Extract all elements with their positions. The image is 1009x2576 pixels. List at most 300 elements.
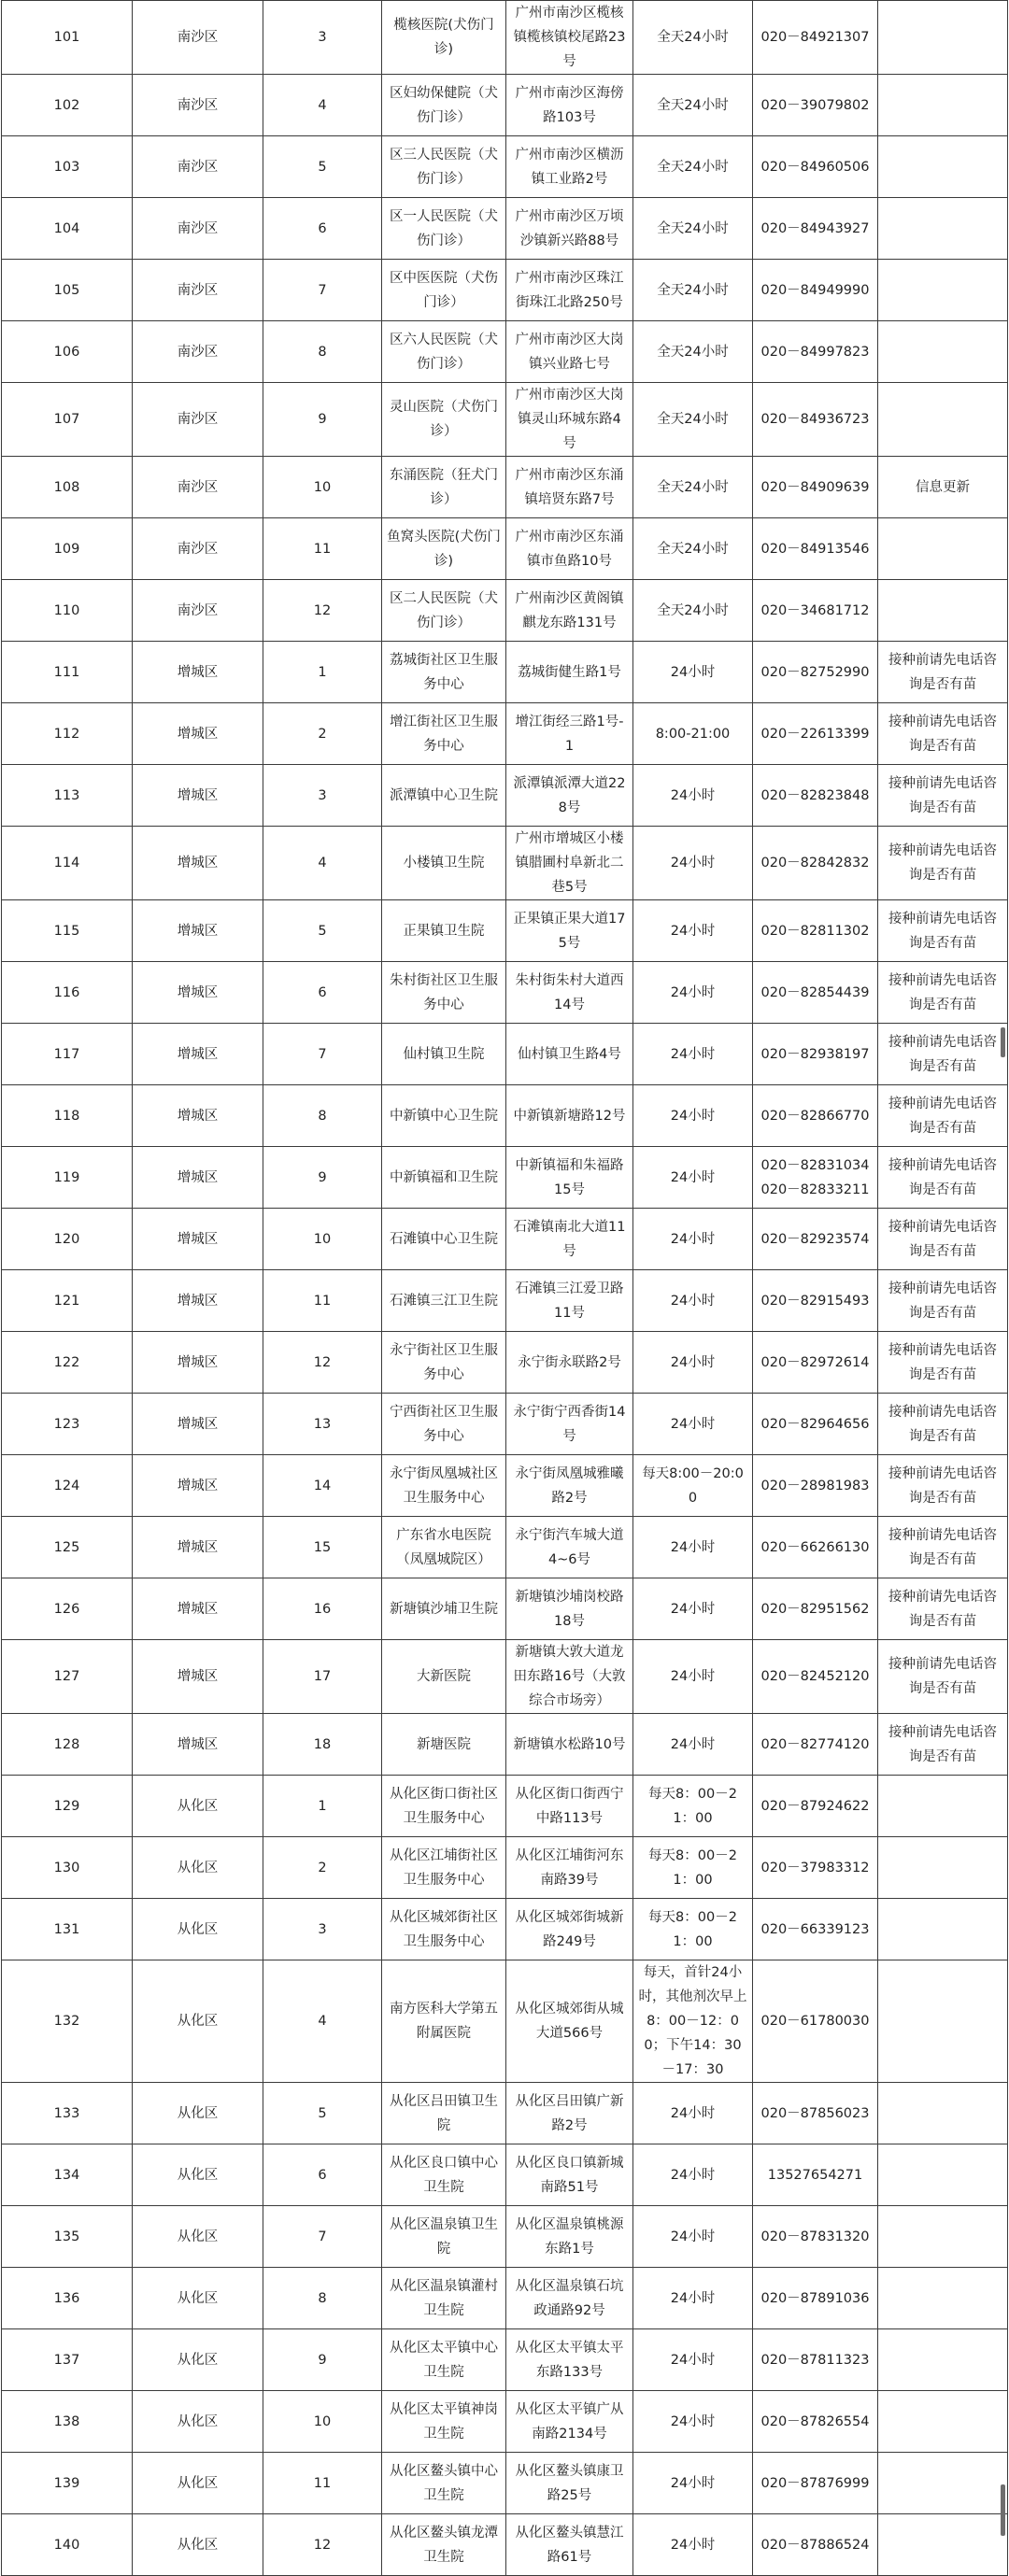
cell-phone: 020－87826554 xyxy=(753,2391,878,2453)
cell-address: 从化区江埔街河东南路39号 xyxy=(506,1837,633,1899)
cell-seq: 1 xyxy=(263,1776,382,1837)
cell-hours: 每天8：00－21：00 xyxy=(633,1899,753,1960)
table-row xyxy=(2,1024,1008,1085)
cell-address: 广州市南沙区海傍路103号 xyxy=(506,75,633,136)
cell-no: 136 xyxy=(2,2268,133,2329)
table-row xyxy=(2,642,1008,703)
cell-name: 从化区鳌头镇中心卫生院 xyxy=(382,2453,506,2514)
cell-address: 从化区太平镇太平东路133号 xyxy=(506,2329,633,2391)
table-row xyxy=(2,457,1008,518)
cell-seq: 15 xyxy=(263,1517,382,1578)
cell-phone: 020－87891036 xyxy=(753,2268,878,2329)
cell-address: 朱村街朱村大道西14号 xyxy=(506,962,633,1024)
cell-district: 增城区 xyxy=(133,1394,263,1455)
cell-seq: 11 xyxy=(263,518,382,580)
cell-district: 增城区 xyxy=(133,1209,263,1270)
cell-address: 广州市南沙区东涌镇培贤东路7号 xyxy=(506,457,633,518)
cell-district: 增城区 xyxy=(133,962,263,1024)
cell-no: 101 xyxy=(2,1,133,75)
cell-note: 接种前请先电话咨询是否有苗 xyxy=(878,703,1008,765)
cell-phone: 020－82964656 xyxy=(753,1394,878,1455)
cell-note xyxy=(878,2514,1008,2576)
cell-district: 南沙区 xyxy=(133,1,263,75)
cell-phone: 020－82823848 xyxy=(753,765,878,827)
cell-name: 从化区鳌头镇龙潭卫生院 xyxy=(382,2514,506,2576)
cell-seq: 2 xyxy=(263,703,382,765)
cell-address: 增江街经三路1号-1 xyxy=(506,703,633,765)
cell-note xyxy=(878,321,1008,383)
cell-seq: 5 xyxy=(263,900,382,962)
cell-address: 广州市南沙区珠江街珠江北路250号 xyxy=(506,260,633,321)
cell-no: 105 xyxy=(2,260,133,321)
cell-phone: 020－84936723 xyxy=(753,383,878,457)
cell-no: 127 xyxy=(2,1640,133,1714)
cell-phone: 020－82831034 020－82833211 xyxy=(753,1147,878,1209)
cell-seq: 13 xyxy=(263,1394,382,1455)
cell-district: 增城区 xyxy=(133,703,263,765)
cell-hours: 每天8：00－21：00 xyxy=(633,1837,753,1899)
cell-district: 增城区 xyxy=(133,900,263,962)
cell-note xyxy=(878,1899,1008,1960)
table-row xyxy=(2,1332,1008,1394)
cell-seq: 12 xyxy=(263,1332,382,1394)
table-row xyxy=(2,321,1008,383)
cell-district: 南沙区 xyxy=(133,383,263,457)
cell-name: 区一人民医院（犬伤门诊） xyxy=(382,198,506,260)
cell-note xyxy=(878,518,1008,580)
cell-note: 接种前请先电话咨询是否有苗 xyxy=(878,1578,1008,1640)
cell-note xyxy=(878,2329,1008,2391)
cell-district: 增城区 xyxy=(133,1332,263,1394)
cell-name: 区三人民医院（犬伤门诊） xyxy=(382,136,506,198)
table-row xyxy=(2,136,1008,198)
cell-note: 接种前请先电话咨询是否有苗 xyxy=(878,642,1008,703)
cell-phone: 020－82951562 xyxy=(753,1578,878,1640)
table-row xyxy=(2,1776,1008,1837)
cell-district: 从化区 xyxy=(133,2206,263,2268)
table-row xyxy=(2,2514,1008,2576)
cell-no: 118 xyxy=(2,1085,133,1147)
table-row xyxy=(2,2453,1008,2514)
cell-district: 从化区 xyxy=(133,2453,263,2514)
cell-name: 鱼窝头医院(犬伤门诊) xyxy=(382,518,506,580)
cell-seq: 11 xyxy=(263,2453,382,2514)
cell-hours: 24小时 xyxy=(633,1394,753,1455)
cell-name: 新塘医院 xyxy=(382,1714,506,1776)
cell-address: 从化区鳌头镇康卫路25号 xyxy=(506,2453,633,2514)
cell-name: 榄核医院(犬伤门诊) xyxy=(382,1,506,75)
cell-note xyxy=(878,198,1008,260)
cell-district: 从化区 xyxy=(133,1837,263,1899)
cell-name: 灵山医院（犬伤门诊） xyxy=(382,383,506,457)
cell-seq: 7 xyxy=(263,260,382,321)
cell-phone: 020－28981983 xyxy=(753,1455,878,1517)
cell-address: 永宁街宁西香街14号 xyxy=(506,1394,633,1455)
cell-name: 石滩镇三江卫生院 xyxy=(382,1270,506,1332)
cell-address: 从化区吕田镇广新路2号 xyxy=(506,2083,633,2144)
cell-note: 接种前请先电话咨询是否有苗 xyxy=(878,1024,1008,1085)
cell-phone: 020－84997823 xyxy=(753,321,878,383)
cell-address: 新塘镇大敦大道龙田东路16号（大敦综合市场旁） xyxy=(506,1640,633,1714)
table-body xyxy=(2,1,1008,2576)
cell-hours: 全天24小时 xyxy=(633,457,753,518)
cell-phone: 020－82774120 xyxy=(753,1714,878,1776)
cell-phone: 020－84909639 xyxy=(753,457,878,518)
cell-no: 115 xyxy=(2,900,133,962)
cell-hours: 每天8:00－20:00 xyxy=(633,1455,753,1517)
cell-address: 永宁街凤凰城雅曦路2号 xyxy=(506,1455,633,1517)
cell-seq: 4 xyxy=(263,827,382,900)
cell-district: 增城区 xyxy=(133,1517,263,1578)
cell-no: 104 xyxy=(2,198,133,260)
table-row xyxy=(2,1209,1008,1270)
table-row xyxy=(2,383,1008,457)
cell-no: 130 xyxy=(2,1837,133,1899)
cell-name: 区中医医院（犬伤门诊） xyxy=(382,260,506,321)
cell-hours: 24小时 xyxy=(633,1332,753,1394)
cell-no: 110 xyxy=(2,580,133,642)
cell-no: 137 xyxy=(2,2329,133,2391)
cell-name: 从化区太平镇神岗卫生院 xyxy=(382,2391,506,2453)
cell-seq: 3 xyxy=(263,1,382,75)
cell-no: 122 xyxy=(2,1332,133,1394)
cell-seq: 10 xyxy=(263,1209,382,1270)
cell-no: 108 xyxy=(2,457,133,518)
cell-seq: 8 xyxy=(263,1085,382,1147)
cell-seq: 9 xyxy=(263,1147,382,1209)
cell-district: 从化区 xyxy=(133,2391,263,2453)
cell-no: 112 xyxy=(2,703,133,765)
table-row xyxy=(2,2268,1008,2329)
cell-phone: 020－82938197 xyxy=(753,1024,878,1085)
cell-address: 从化区城郊街城新路249号 xyxy=(506,1899,633,1960)
cell-seq: 3 xyxy=(263,765,382,827)
cell-name: 南方医科大学第五附属医院 xyxy=(382,1960,506,2083)
table-row xyxy=(2,75,1008,136)
cell-phone: 13527654271 xyxy=(753,2144,878,2206)
cell-address: 广州市增城区小楼镇腊圃村阜新北二巷5号 xyxy=(506,827,633,900)
cell-no: 121 xyxy=(2,1270,133,1332)
cell-district: 从化区 xyxy=(133,2144,263,2206)
table-row xyxy=(2,518,1008,580)
cell-name: 从化区良口镇中心卫生院 xyxy=(382,2144,506,2206)
table-row xyxy=(2,1640,1008,1714)
cell-hours: 24小时 xyxy=(633,900,753,962)
table-row xyxy=(2,198,1008,260)
cell-district: 从化区 xyxy=(133,2083,263,2144)
table-row xyxy=(2,1085,1008,1147)
cell-hours: 每天，首针24小时，其他剂次早上8：00－12：00；下午14：30－17：30 xyxy=(633,1960,753,2083)
cell-hours: 24小时 xyxy=(633,2391,753,2453)
cell-hours: 24小时 xyxy=(633,2453,753,2514)
cell-phone: 020－61780030 xyxy=(753,1960,878,2083)
table-row xyxy=(2,1147,1008,1209)
table-row xyxy=(2,962,1008,1024)
cell-district: 南沙区 xyxy=(133,457,263,518)
cell-hours: 8:00-21:00 xyxy=(633,703,753,765)
cell-name: 从化区城郊街社区卫生服务中心 xyxy=(382,1899,506,1960)
table-row xyxy=(2,2391,1008,2453)
cell-phone: 020－87876999 xyxy=(753,2453,878,2514)
cell-no: 132 xyxy=(2,1960,133,2083)
cell-name: 从化区温泉镇灌村卫生院 xyxy=(382,2268,506,2329)
cell-address: 广州市南沙区万顷沙镇新兴路88号 xyxy=(506,198,633,260)
cell-hours: 24小时 xyxy=(633,1024,753,1085)
table-row xyxy=(2,2206,1008,2268)
cell-hours: 24小时 xyxy=(633,2083,753,2144)
cell-note: 接种前请先电话咨询是否有苗 xyxy=(878,1085,1008,1147)
cell-phone: 020－82842832 xyxy=(753,827,878,900)
cell-district: 南沙区 xyxy=(133,75,263,136)
cell-name: 区二人民医院（犬伤门诊） xyxy=(382,580,506,642)
cell-hours: 24小时 xyxy=(633,2206,753,2268)
cell-hours: 全天24小时 xyxy=(633,1,753,75)
cell-phone: 020－84949990 xyxy=(753,260,878,321)
cell-seq: 5 xyxy=(263,136,382,198)
cell-address: 广州市南沙区东涌镇市鱼路10号 xyxy=(506,518,633,580)
cell-note xyxy=(878,136,1008,198)
cell-seq: 17 xyxy=(263,1640,382,1714)
cell-no: 128 xyxy=(2,1714,133,1776)
cell-note: 接种前请先电话咨询是否有苗 xyxy=(878,1270,1008,1332)
table-row xyxy=(2,580,1008,642)
cell-seq: 6 xyxy=(263,2144,382,2206)
cell-phone: 020－82923574 xyxy=(753,1209,878,1270)
cell-no: 111 xyxy=(2,642,133,703)
cell-district: 增城区 xyxy=(133,765,263,827)
vaccination-site-table xyxy=(1,0,1008,2576)
cell-hours: 24小时 xyxy=(633,765,753,827)
cell-phone: 020－84960506 xyxy=(753,136,878,198)
cell-phone: 020－87831320 xyxy=(753,2206,878,2268)
table-row xyxy=(2,1960,1008,2083)
cell-name: 区妇幼保健院（犬伤门诊） xyxy=(382,75,506,136)
cell-name: 从化区太平镇中心卫生院 xyxy=(382,2329,506,2391)
cell-address: 从化区良口镇新城南路51号 xyxy=(506,2144,633,2206)
cell-address: 从化区温泉镇桃源东路1号 xyxy=(506,2206,633,2268)
cell-note: 接种前请先电话咨询是否有苗 xyxy=(878,1714,1008,1776)
cell-hours: 全天24小时 xyxy=(633,198,753,260)
cell-no: 103 xyxy=(2,136,133,198)
scrollbar-thumb[interactable] xyxy=(1001,1027,1005,1057)
cell-hours: 24小时 xyxy=(633,827,753,900)
cell-note xyxy=(878,2453,1008,2514)
cell-name: 广东省水电医院（凤凰城院区） xyxy=(382,1517,506,1578)
cell-no: 138 xyxy=(2,2391,133,2453)
cell-phone: 020－82972614 xyxy=(753,1332,878,1394)
cell-address: 从化区街口街西宁中路113号 xyxy=(506,1776,633,1837)
cell-name: 石滩镇中心卫生院 xyxy=(382,1209,506,1270)
cell-name: 朱村街社区卫生服务中心 xyxy=(382,962,506,1024)
cell-district: 增城区 xyxy=(133,1578,263,1640)
cell-hours: 全天24小时 xyxy=(633,75,753,136)
table-row xyxy=(2,1899,1008,1960)
cell-name: 仙村镇卫生院 xyxy=(382,1024,506,1085)
cell-hours: 每天8：00－21：00 xyxy=(633,1776,753,1837)
cell-hours: 24小时 xyxy=(633,1517,753,1578)
cell-address: 石滩镇南北大道11号 xyxy=(506,1209,633,1270)
cell-phone: 020－84913546 xyxy=(753,518,878,580)
cell-district: 南沙区 xyxy=(133,136,263,198)
table-row xyxy=(2,1,1008,75)
cell-no: 120 xyxy=(2,1209,133,1270)
cell-address: 广州市南沙区横沥镇工业路2号 xyxy=(506,136,633,198)
cell-name: 中新镇福和卫生院 xyxy=(382,1147,506,1209)
cell-name: 从化区吕田镇卫生院 xyxy=(382,2083,506,2144)
cell-address: 从化区城郊街从城大道566号 xyxy=(506,1960,633,2083)
cell-district: 增城区 xyxy=(133,1714,263,1776)
cell-seq: 12 xyxy=(263,2514,382,2576)
cell-no: 133 xyxy=(2,2083,133,2144)
cell-no: 124 xyxy=(2,1455,133,1517)
cell-seq: 7 xyxy=(263,2206,382,2268)
cell-no: 102 xyxy=(2,75,133,136)
cell-name: 从化区街口街社区卫生服务中心 xyxy=(382,1776,506,1837)
cell-district: 增城区 xyxy=(133,1147,263,1209)
table-row xyxy=(2,1270,1008,1332)
cell-hours: 24小时 xyxy=(633,962,753,1024)
cell-phone: 020－87886524 xyxy=(753,2514,878,2576)
cell-name: 正果镇卫生院 xyxy=(382,900,506,962)
cell-address: 广州市南沙区大岗镇兴业路七号 xyxy=(506,321,633,383)
cell-no: 126 xyxy=(2,1578,133,1640)
cell-address: 正果镇正果大道175号 xyxy=(506,900,633,962)
cell-seq: 4 xyxy=(263,1960,382,2083)
table-row xyxy=(2,2083,1008,2144)
cell-note xyxy=(878,260,1008,321)
cell-note xyxy=(878,2268,1008,2329)
cell-seq: 18 xyxy=(263,1714,382,1776)
cell-hours: 全天24小时 xyxy=(633,136,753,198)
cell-seq: 5 xyxy=(263,2083,382,2144)
cell-phone: 020－82452120 xyxy=(753,1640,878,1714)
cell-note: 接种前请先电话咨询是否有苗 xyxy=(878,1394,1008,1455)
cell-phone: 020－82915493 xyxy=(753,1270,878,1332)
cell-note: 接种前请先电话咨询是否有苗 xyxy=(878,962,1008,1024)
cell-hours: 24小时 xyxy=(633,2144,753,2206)
cell-no: 125 xyxy=(2,1517,133,1578)
cell-note: 接种前请先电话咨询是否有苗 xyxy=(878,1640,1008,1714)
cell-address: 新塘镇沙埔岗校路18号 xyxy=(506,1578,633,1640)
cell-phone: 020－66339123 xyxy=(753,1899,878,1960)
cell-district: 增城区 xyxy=(133,1024,263,1085)
cell-address: 中新镇新塘路12号 xyxy=(506,1085,633,1147)
table-row xyxy=(2,2144,1008,2206)
cell-district: 南沙区 xyxy=(133,198,263,260)
cell-name: 从化区江埔街社区卫生服务中心 xyxy=(382,1837,506,1899)
cell-note xyxy=(878,1776,1008,1837)
cell-note xyxy=(878,75,1008,136)
cell-hours: 24小时 xyxy=(633,1270,753,1332)
cell-seq: 10 xyxy=(263,457,382,518)
cell-address: 派潭镇派潭大道228号 xyxy=(506,765,633,827)
scrollbar-thumb-bottom[interactable] xyxy=(1001,2484,1005,2536)
cell-no: 140 xyxy=(2,2514,133,2576)
cell-no: 139 xyxy=(2,2453,133,2514)
cell-note: 接种前请先电话咨询是否有苗 xyxy=(878,765,1008,827)
cell-address: 中新镇福和朱福路15号 xyxy=(506,1147,633,1209)
cell-phone: 020－82866770 xyxy=(753,1085,878,1147)
cell-no: 114 xyxy=(2,827,133,900)
cell-no: 107 xyxy=(2,383,133,457)
cell-seq: 2 xyxy=(263,1837,382,1899)
cell-address: 石滩镇三江爱卫路11号 xyxy=(506,1270,633,1332)
cell-district: 南沙区 xyxy=(133,580,263,642)
cell-note: 信息更新 xyxy=(878,457,1008,518)
cell-seq: 8 xyxy=(263,321,382,383)
table-row xyxy=(2,703,1008,765)
cell-district: 南沙区 xyxy=(133,321,263,383)
cell-no: 113 xyxy=(2,765,133,827)
cell-no: 131 xyxy=(2,1899,133,1960)
cell-district: 从化区 xyxy=(133,2514,263,2576)
cell-name: 新塘镇沙埔卫生院 xyxy=(382,1578,506,1640)
cell-seq: 14 xyxy=(263,1455,382,1517)
table-row xyxy=(2,765,1008,827)
cell-hours: 24小时 xyxy=(633,2329,753,2391)
cell-note xyxy=(878,2144,1008,2206)
cell-hours: 24小时 xyxy=(633,2268,753,2329)
cell-seq: 11 xyxy=(263,1270,382,1332)
cell-no: 119 xyxy=(2,1147,133,1209)
cell-seq: 10 xyxy=(263,2391,382,2453)
table-row xyxy=(2,827,1008,900)
cell-district: 增城区 xyxy=(133,1640,263,1714)
cell-district: 南沙区 xyxy=(133,518,263,580)
cell-phone: 020－39079802 xyxy=(753,75,878,136)
table-row xyxy=(2,1455,1008,1517)
cell-seq: 1 xyxy=(263,642,382,703)
cell-seq: 9 xyxy=(263,2329,382,2391)
cell-district: 从化区 xyxy=(133,2329,263,2391)
cell-address: 新塘镇水松路10号 xyxy=(506,1714,633,1776)
cell-hours: 24小时 xyxy=(633,1714,753,1776)
cell-phone: 020－87856023 xyxy=(753,2083,878,2144)
cell-hours: 24小时 xyxy=(633,1578,753,1640)
cell-no: 117 xyxy=(2,1024,133,1085)
cell-phone: 020－87924622 xyxy=(753,1776,878,1837)
cell-district: 增城区 xyxy=(133,1085,263,1147)
cell-name: 从化区温泉镇卫生院 xyxy=(382,2206,506,2268)
cell-name: 大新医院 xyxy=(382,1640,506,1714)
table-row xyxy=(2,1837,1008,1899)
cell-note: 接种前请先电话咨询是否有苗 xyxy=(878,827,1008,900)
cell-no: 135 xyxy=(2,2206,133,2268)
cell-note: 接种前请先电话咨询是否有苗 xyxy=(878,1209,1008,1270)
cell-address: 广州市南沙区榄核镇榄核镇校尾路23号 xyxy=(506,1,633,75)
cell-no: 129 xyxy=(2,1776,133,1837)
table-row xyxy=(2,1394,1008,1455)
cell-note xyxy=(878,383,1008,457)
cell-phone: 020－34681712 xyxy=(753,580,878,642)
cell-address: 永宁街汽车城大道4~6号 xyxy=(506,1517,633,1578)
cell-name: 区六人民医院（犬伤门诊） xyxy=(382,321,506,383)
cell-name: 派潭镇中心卫生院 xyxy=(382,765,506,827)
cell-seq: 9 xyxy=(263,383,382,457)
cell-name: 宁西街社区卫生服务中心 xyxy=(382,1394,506,1455)
cell-seq: 4 xyxy=(263,75,382,136)
cell-no: 109 xyxy=(2,518,133,580)
cell-district: 从化区 xyxy=(133,1960,263,2083)
table-row xyxy=(2,1714,1008,1776)
cell-hours: 全天24小时 xyxy=(633,260,753,321)
cell-district: 从化区 xyxy=(133,2268,263,2329)
cell-phone: 020－82854439 xyxy=(753,962,878,1024)
cell-note xyxy=(878,1837,1008,1899)
cell-hours: 24小时 xyxy=(633,642,753,703)
cell-no: 106 xyxy=(2,321,133,383)
cell-name: 中新镇中心卫生院 xyxy=(382,1085,506,1147)
